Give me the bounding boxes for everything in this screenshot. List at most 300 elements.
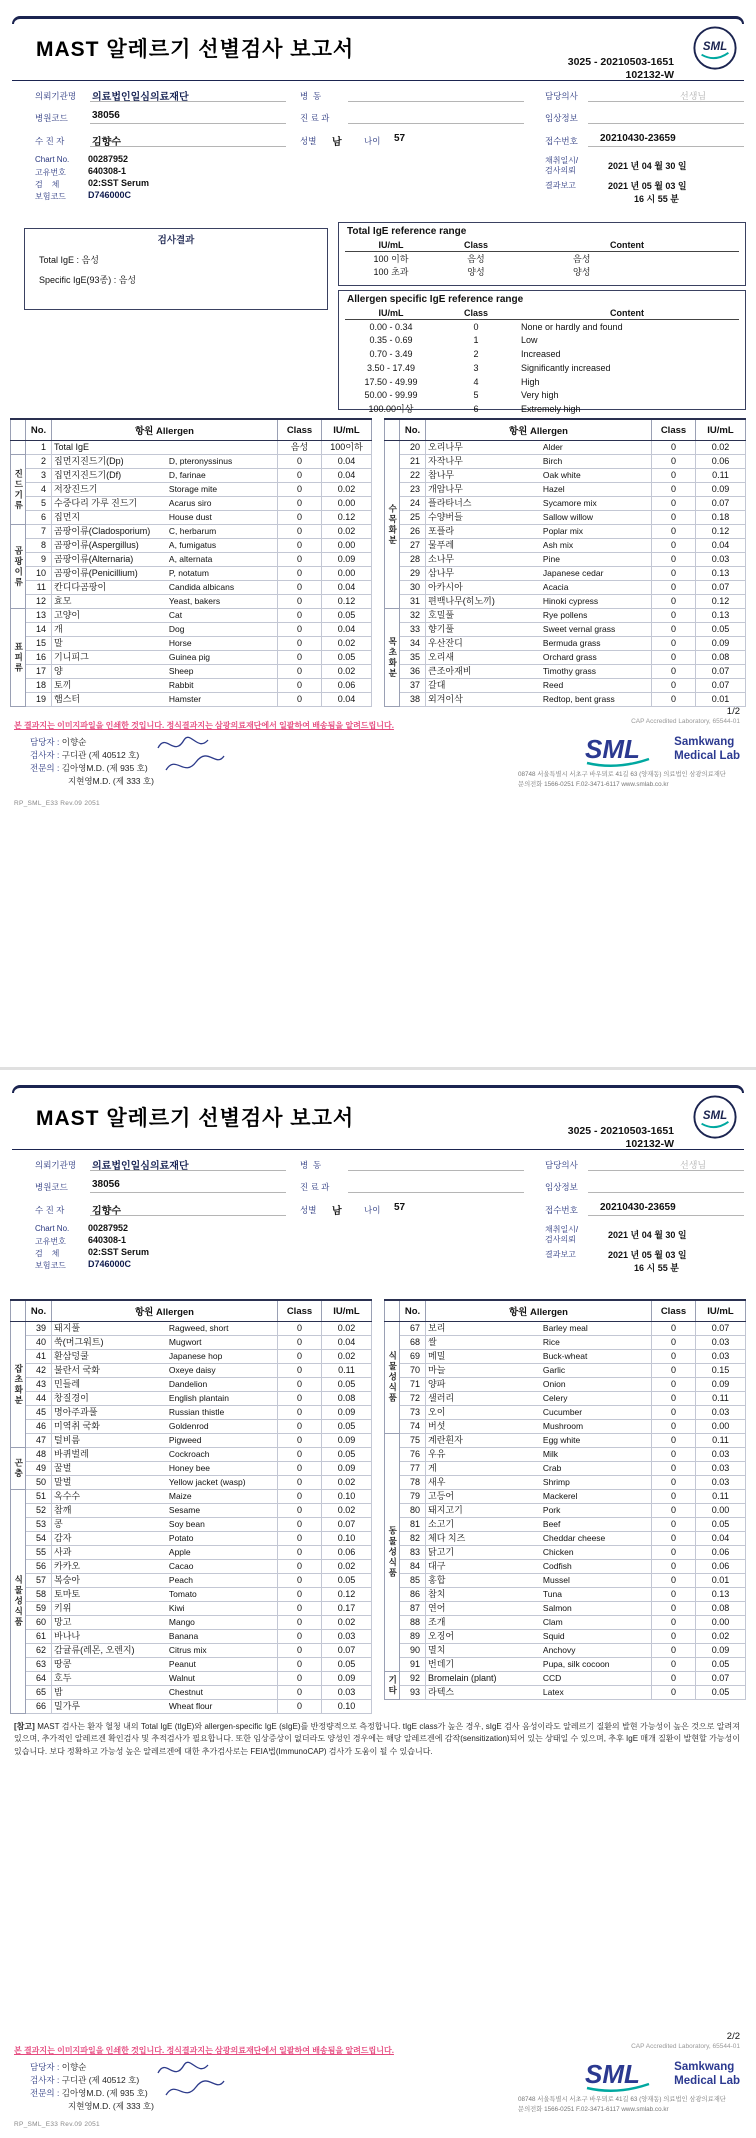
allergen-row: [385, 1672, 746, 1686]
allergen-name: 큰조아재비 Timothy grass: [426, 665, 652, 679]
allergen-row: [385, 651, 746, 665]
allergen-no: 71: [400, 1378, 426, 1392]
underline: [348, 123, 524, 124]
receipt-value: 20210430-23659: [600, 1202, 676, 1213]
allergen-row: [385, 1546, 746, 1560]
result-box-title: 검사결과: [157, 235, 195, 246]
allergen-iu: 0.13: [696, 609, 746, 623]
uid-label: 고유번호: [35, 168, 66, 177]
allergen-no: 25: [400, 511, 426, 525]
allergen-name: 소고기 Beef: [426, 1518, 652, 1532]
allergen-row: [385, 1574, 746, 1588]
allergen-name: 망고 Mango: [52, 1616, 278, 1630]
allergen-iu: 100이하: [322, 441, 372, 455]
allergen-class: 0: [278, 693, 322, 707]
ref-cell: 100 이하: [373, 253, 409, 264]
allergen-iu: 0.10: [322, 1532, 372, 1546]
allergen-no: 7: [26, 525, 52, 539]
underline: [588, 1170, 744, 1171]
allergen-class: 0: [278, 539, 322, 553]
specific-ige-reference-box: [338, 290, 746, 415]
allergen-row: [11, 1350, 372, 1364]
allergen-row: [385, 1518, 746, 1532]
underline: [588, 1215, 744, 1216]
allergen-name: 물푸레 Ash mix: [426, 539, 652, 553]
allergen-iu: 0.00: [696, 1504, 746, 1518]
collect-label: 채취일시/: [545, 156, 579, 165]
allergen-no: 3: [26, 469, 52, 483]
group-label: 곰팡이류: [11, 525, 26, 609]
allergen-row: [385, 1490, 746, 1504]
age-value: 57: [394, 133, 406, 144]
allergen-iu: 0.03: [696, 1448, 746, 1462]
allergen-iu: 0.02: [322, 483, 372, 497]
insurance-value: D746000C: [88, 1259, 132, 1269]
group-label: 식물성식품: [11, 1490, 26, 1714]
allergen-name: 포플라 Poplar mix: [426, 525, 652, 539]
allergen-class: 0: [278, 623, 322, 637]
allergen-name: 땅콩 Peanut: [52, 1658, 278, 1672]
allergen-iu: 0.05: [696, 1518, 746, 1532]
allergen-class: 0: [278, 553, 322, 567]
allergen-name: 외겨이삭 Redtop, bent grass: [426, 693, 652, 707]
allergen-iu: 0.11: [696, 1434, 746, 1448]
allergen-no: 74: [400, 1420, 426, 1434]
allergen-name: 미역취 국화 Goldenrod: [52, 1420, 278, 1434]
column-header: No.: [26, 1300, 52, 1322]
allergen-row: [385, 1378, 746, 1392]
allergen-no: 42: [26, 1364, 52, 1378]
allergen-name: 대구 Codfish: [426, 1560, 652, 1574]
allergen-name: 밀가루 Wheat flour: [52, 1700, 278, 1714]
allergen-table-p1-right: [384, 418, 746, 707]
allergen-row: [385, 1364, 746, 1378]
allergen-no: 32: [400, 609, 426, 623]
allergen-class: 0: [278, 567, 322, 581]
allergen-name: 곰팡이류(Aspergillus) A, fumigatus: [52, 539, 278, 553]
allergen-row: [385, 469, 746, 483]
sex-label: 성별: [300, 1205, 317, 1215]
allergen-no: 8: [26, 539, 52, 553]
staff1-label: 담당자 :: [30, 737, 60, 747]
allergen-name: 개암나무 Hazel: [426, 483, 652, 497]
allergen-iu: 0.18: [696, 511, 746, 525]
ref-cell: 0.35 - 0.69: [369, 335, 413, 346]
allergen-no: 66: [26, 1700, 52, 1714]
allergen-class: 0: [652, 1602, 696, 1616]
allergen-row: [385, 1420, 746, 1434]
allergen-name: 옥수수 Maize: [52, 1490, 278, 1504]
ref-cell: Very high: [521, 390, 559, 401]
allergen-name: 갈대 Reed: [426, 679, 652, 693]
allergen-row: [11, 1476, 372, 1490]
group-label: 수목화분: [385, 441, 400, 609]
report-page-2: [0, 1069, 756, 2138]
chart-no-label: Chart No.: [35, 155, 70, 164]
group-label: 기타: [385, 1672, 400, 1700]
allergen-iu: 0.05: [322, 651, 372, 665]
form-code: RP_SML_E33 Rev.09 2051: [14, 800, 100, 807]
group-label: 곤충: [11, 1448, 26, 1490]
result-line-total: Total IgE : 음성: [39, 255, 99, 265]
allergen-no: 81: [400, 1518, 426, 1532]
note-tag: [참고]: [14, 1722, 35, 1731]
allergen-class: 0: [278, 469, 322, 483]
allergen-row: [11, 1616, 372, 1630]
column-header: IU/mL: [322, 1300, 372, 1322]
dept-label: 진 료 과: [300, 113, 330, 123]
allergen-row: [11, 567, 372, 581]
allergen-class: 0: [652, 1476, 696, 1490]
form-code: RP_SML_E33 Rev.09 2051: [14, 2121, 100, 2128]
allergen-class: 0: [652, 1560, 696, 1574]
svg-text:SML: SML: [585, 2059, 641, 2089]
allergen-name: 오이 Cucumber: [426, 1406, 652, 1420]
allergen-no: 11: [26, 581, 52, 595]
allergen-row: [11, 1364, 372, 1378]
allergen-row: [11, 1448, 372, 1462]
allergen-class: 0: [652, 1322, 696, 1336]
allergen-class: 0: [652, 1518, 696, 1532]
allergen-name: 아카시아 Acacia: [426, 581, 652, 595]
allergen-table-p2-right: [384, 1299, 746, 1700]
allergen-iu: 0.02: [322, 1350, 372, 1364]
column-header: 항원 Allergen: [426, 419, 652, 441]
sex-value: 남: [332, 1206, 342, 1217]
allergen-no: 17: [26, 665, 52, 679]
group-label: 식물성식품: [385, 1322, 400, 1434]
column-header: IU/mL: [322, 419, 372, 441]
allergen-iu: 0.07: [696, 581, 746, 595]
ward-label: 병 동: [300, 91, 322, 101]
allergen-no: 38: [400, 693, 426, 707]
patient-info: [12, 1154, 744, 1286]
allergen-iu: 0.02: [322, 1560, 372, 1574]
ref-cell: Extremely high: [521, 404, 581, 415]
allergen-iu: 0.02: [696, 441, 746, 455]
allergen-name: 참치 Tuna: [426, 1588, 652, 1602]
allergen-no: 49: [26, 1462, 52, 1476]
allergen-no: 73: [400, 1406, 426, 1420]
footer-notice: 본 결과지는 이미지파일을 인쇄한 것입니다. 정식결과지는 삼광의료재단에서 일괄하여 배송됨을 알려드립니다.: [14, 721, 394, 730]
allergen-row: [11, 1630, 372, 1644]
allergen-no: 29: [400, 567, 426, 581]
ref-cell: 5: [473, 390, 479, 401]
allergen-name: 소나무 Pine: [426, 553, 652, 567]
ward-label: 병 동: [300, 1160, 322, 1170]
underline: [588, 101, 744, 102]
allergen-no: 44: [26, 1392, 52, 1406]
allergen-iu: 0.08: [322, 1392, 372, 1406]
allergen-iu: 0.09: [322, 553, 372, 567]
allergen-row: [385, 1560, 746, 1574]
allergen-class: 0: [652, 1574, 696, 1588]
allergen-class: 0: [278, 1560, 322, 1574]
allergen-class: 0: [652, 595, 696, 609]
allergen-row: [385, 441, 746, 455]
allergen-row: [385, 1322, 746, 1336]
note-text: MAST 검사는 환자 혈청 내의 Total IgE (tIgE)와 allergen-specific IgE (sIgE)를 반정량적으로 측정합니다. tIgE class가 높은 경우, sIgE 검사 음성이라도 알레르기 질환의 발현 가능성이 높은 것으로 알려져 있으며, 추가적인 알레르겐 확인검사 및 추적검사가 필요합니다. 또한 임상증상이 없더라도 양성인 경우에는 해당 알레르겐에 감작(sensitization)되어 있는 상태일 수 있으며, 추후 IgE 매개 질환이 발현할 가능성이 있습니다. 보다 정확하고 가능성 높은 알레르겐에 대한 추가검사로는 FEIA법(ImmunoCAP) 검사가 도움이 될 수 있습니다.: [14, 1722, 740, 1756]
allergen-row: [11, 1560, 372, 1574]
allergen-row: [11, 1504, 372, 1518]
allergen-class: 0: [278, 1504, 322, 1518]
allergen-name: 사과 Apple: [52, 1546, 278, 1560]
allergen-name: 고등어 Mackerel: [426, 1490, 652, 1504]
allergen-class: 0: [652, 1504, 696, 1518]
allergen-iu: 0.09: [696, 637, 746, 651]
underline: [588, 146, 744, 147]
allergen-name: 보리 Barley meal: [426, 1322, 652, 1336]
chart-no-label: Chart No.: [35, 1224, 70, 1233]
page-divider: [0, 1067, 756, 1070]
allergen-row: [385, 1532, 746, 1546]
patient-label: 수 진 자: [35, 136, 65, 146]
allergen-class: 0: [652, 693, 696, 707]
allergen-iu: 0.00: [696, 1616, 746, 1630]
allergen-no: 2: [26, 455, 52, 469]
allergen-iu: 0.09: [696, 1644, 746, 1658]
allergen-class: 0: [278, 1322, 322, 1336]
allergen-class: 0: [652, 1630, 696, 1644]
allergen-name: Total IgE: [52, 441, 278, 455]
ref-row: [345, 348, 739, 362]
allergen-class: 0: [652, 1658, 696, 1672]
allergen-no: 10: [26, 567, 52, 581]
allergen-iu: 0.10: [322, 1490, 372, 1504]
allergen-class: 0: [278, 455, 322, 469]
patient-info: [12, 85, 744, 217]
allergen-name: 명아주과풀 Russian thistle: [52, 1406, 278, 1420]
allergen-no: 39: [26, 1322, 52, 1336]
allergen-row: [11, 1462, 372, 1476]
patient-label: 수 진 자: [35, 1205, 65, 1215]
allergen-no: 90: [400, 1644, 426, 1658]
insurance-label: 보험코드: [35, 192, 66, 201]
allergen-iu: 0.02: [696, 1630, 746, 1644]
allergen-row: [11, 1546, 372, 1560]
ref-cell: 3: [473, 362, 479, 373]
allergen-iu: 0.07: [696, 665, 746, 679]
allergen-name: 홍합 Mussel: [426, 1574, 652, 1588]
form-number: 102132-W: [625, 1138, 674, 1150]
allergen-iu: 0.02: [322, 665, 372, 679]
address-line2: 문의전화 1566-0251 F.02-3471-6117 www.smlab.co.kr: [518, 781, 669, 789]
allergen-class: 0: [278, 1588, 322, 1602]
chart-no-value: 00287952: [88, 154, 129, 164]
allergen-no: 89: [400, 1630, 426, 1644]
allergen-iu: 0.09: [322, 1462, 372, 1476]
allergen-no: 53: [26, 1518, 52, 1532]
allergen-row: [11, 1700, 372, 1714]
staff3-name: 김아영M.D. (제 935 호): [61, 2088, 148, 2098]
allergen-class: 0: [652, 1406, 696, 1420]
allergen-no: 78: [400, 1476, 426, 1490]
allergen-class: 0: [278, 1546, 322, 1560]
allergen-row: [11, 623, 372, 637]
allergen-iu: 0.03: [322, 1686, 372, 1700]
total-ige-reference-box: [338, 222, 746, 286]
allergen-row: [385, 665, 746, 679]
allergen-name: 토끼 Rabbit: [52, 679, 278, 693]
allergen-row: [385, 511, 746, 525]
allergen-class: 0: [278, 1336, 322, 1350]
allergen-class: 0: [652, 469, 696, 483]
allergen-no: 65: [26, 1686, 52, 1700]
allergen-class: 0: [278, 1630, 322, 1644]
staff2-label: 검사자 :: [30, 750, 60, 760]
allergen-name: 게 Crab: [426, 1462, 652, 1476]
underline: [90, 1170, 286, 1171]
allergen-name: 버섯 Mushroom: [426, 1420, 652, 1434]
underline: [348, 101, 524, 102]
allergen-no: 68: [400, 1336, 426, 1350]
specific-ref-table: [345, 307, 739, 417]
allergen-class: 0: [278, 1644, 322, 1658]
allergen-row: [11, 1322, 372, 1336]
staff3-label: 전문의 :: [30, 763, 60, 773]
allergen-name: 마늘 Garlic: [426, 1364, 652, 1378]
allergen-class: 0: [652, 1672, 696, 1686]
allergen-class: 0: [652, 581, 696, 595]
allergen-no: 60: [26, 1616, 52, 1630]
page-number: 1/2: [726, 706, 740, 717]
ref-cell: Increased: [521, 349, 561, 360]
allergen-name: 환삼덩쿨 Japanese hop: [52, 1350, 278, 1364]
allergen-class: 0: [652, 1532, 696, 1546]
receipt-label: 접수번호: [545, 136, 578, 146]
allergen-row: [385, 1476, 746, 1490]
org-value: 의료법인일심의료재단: [92, 1161, 189, 1172]
allergen-row: [385, 581, 746, 595]
allergen-name: 닭고기 Chicken: [426, 1546, 652, 1560]
patient-value: 김향수: [92, 1206, 121, 1217]
report-date-label: 결과보고: [545, 1250, 576, 1259]
ref-cell: 0: [473, 321, 479, 332]
allergen-row: [385, 609, 746, 623]
staff3-label: 전문의 :: [30, 2088, 60, 2098]
allergen-row: [11, 539, 372, 553]
allergen-iu: 0.12: [322, 511, 372, 525]
logo-name-line1: Samkwang: [674, 736, 735, 749]
allergen-class: 0: [652, 651, 696, 665]
allergen-no: 84: [400, 1560, 426, 1574]
allergen-row: [385, 1588, 746, 1602]
allergen-name: 기니피그 Guinea pig: [52, 651, 278, 665]
page-number: 2/2: [726, 2031, 740, 2042]
allergen-name: 삼나무 Japanese cedar: [426, 567, 652, 581]
allergen-no: 70: [400, 1364, 426, 1378]
allergen-class: 0: [652, 1336, 696, 1350]
svg-text:SML: SML: [702, 40, 728, 53]
hospital-code-value: 38056: [92, 110, 120, 121]
allergen-class: 0: [278, 1350, 322, 1364]
allergen-name: 호두 Walnut: [52, 1672, 278, 1686]
allergen-row: [385, 483, 746, 497]
allergen-class: 0: [652, 441, 696, 455]
allergen-row: [11, 665, 372, 679]
org-label: 의뢰기관명: [35, 91, 77, 101]
allergen-name: 새우 Shrimp: [426, 1476, 652, 1490]
allergen-class: 0: [278, 1672, 322, 1686]
allergen-no: 69: [400, 1350, 426, 1364]
footer-logo: [583, 2057, 740, 2093]
allergen-row: [11, 637, 372, 651]
ref-row: [345, 403, 739, 417]
ref-cell: 50.00 - 99.99: [364, 390, 418, 401]
allergen-name: 라텍스 Latex: [426, 1686, 652, 1700]
staff2-name: 구디관 (제 40512 호): [61, 2075, 140, 2085]
allergen-name: 플라타너스 Sycamore mix: [426, 497, 652, 511]
allergen-row: [385, 553, 746, 567]
ref-cell: High: [521, 376, 540, 387]
org-value: 의료법인일심의료재단: [92, 92, 189, 103]
footer-logo-name: [674, 2061, 740, 2089]
allergen-iu: 0.05: [322, 1378, 372, 1392]
group-column-header: [385, 419, 400, 441]
ref-cell: 4: [473, 376, 479, 387]
total-ref-table: [345, 239, 739, 280]
ref-cell: 음성: [573, 253, 591, 264]
allergen-name: 말 Horse: [52, 637, 278, 651]
allergen-no: 47: [26, 1434, 52, 1448]
allergen-class: 0: [652, 1420, 696, 1434]
allergen-row: [385, 1658, 746, 1672]
allergen-class: 0: [652, 511, 696, 525]
allergen-no: 79: [400, 1490, 426, 1504]
allergen-name: 체다 치즈 Cheddar cheese: [426, 1532, 652, 1546]
allergen-iu: 0.04: [696, 539, 746, 553]
doc-number: 3025 - 20210503-1651: [567, 1125, 674, 1137]
allergen-class: 0: [278, 665, 322, 679]
allergen-class: 0: [278, 1448, 322, 1462]
allergen-row: [11, 693, 372, 707]
allergen-row: [11, 1532, 372, 1546]
allergen-row: [385, 1336, 746, 1350]
allergen-iu: 0.04: [322, 455, 372, 469]
sex-label: 성별: [300, 136, 317, 146]
collect-value: 2021 년 04 월 30 일: [608, 161, 687, 171]
staff4-name: 지현영M.D. (제 333 호): [68, 2101, 154, 2111]
allergen-name: 샐러리 Celery: [426, 1392, 652, 1406]
collect-label: 채취일시/: [545, 1225, 579, 1234]
allergen-iu: 0.04: [322, 1336, 372, 1350]
staff1-name: 이향순: [61, 737, 87, 747]
allergen-iu: 0.09: [696, 1378, 746, 1392]
allergen-name: 양 Sheep: [52, 665, 278, 679]
allergen-name: 집먼지진드기(Df) D, farinae: [52, 469, 278, 483]
allergen-no: 16: [26, 651, 52, 665]
allergen-class: 0: [278, 1476, 322, 1490]
underline: [90, 123, 286, 124]
hospital-code-label: 병원코드: [35, 1182, 68, 1192]
allergen-no: 6: [26, 511, 52, 525]
allergen-name: 조개 Clam: [426, 1616, 652, 1630]
group-label: 잡초화분: [11, 1322, 26, 1448]
allergen-no: 21: [400, 455, 426, 469]
allergen-class: 0: [652, 1490, 696, 1504]
ref-col-header: Class: [437, 307, 515, 320]
allergen-iu: 0.06: [322, 679, 372, 693]
insurance-label: 보험코드: [35, 1261, 66, 1270]
report-date-value: 2021 년 05 월 03 일: [608, 1250, 687, 1260]
allergen-no: 4: [26, 483, 52, 497]
allergen-name: 자작나무 Birch: [426, 455, 652, 469]
specific-ref-title: Allergen specific IgE reference range: [347, 294, 524, 305]
allergen-name: 돼지고기 Pork: [426, 1504, 652, 1518]
allergen-name: 참깨 Sesame: [52, 1504, 278, 1518]
footer-logo-name: [674, 736, 740, 764]
allergen-row: [11, 1574, 372, 1588]
